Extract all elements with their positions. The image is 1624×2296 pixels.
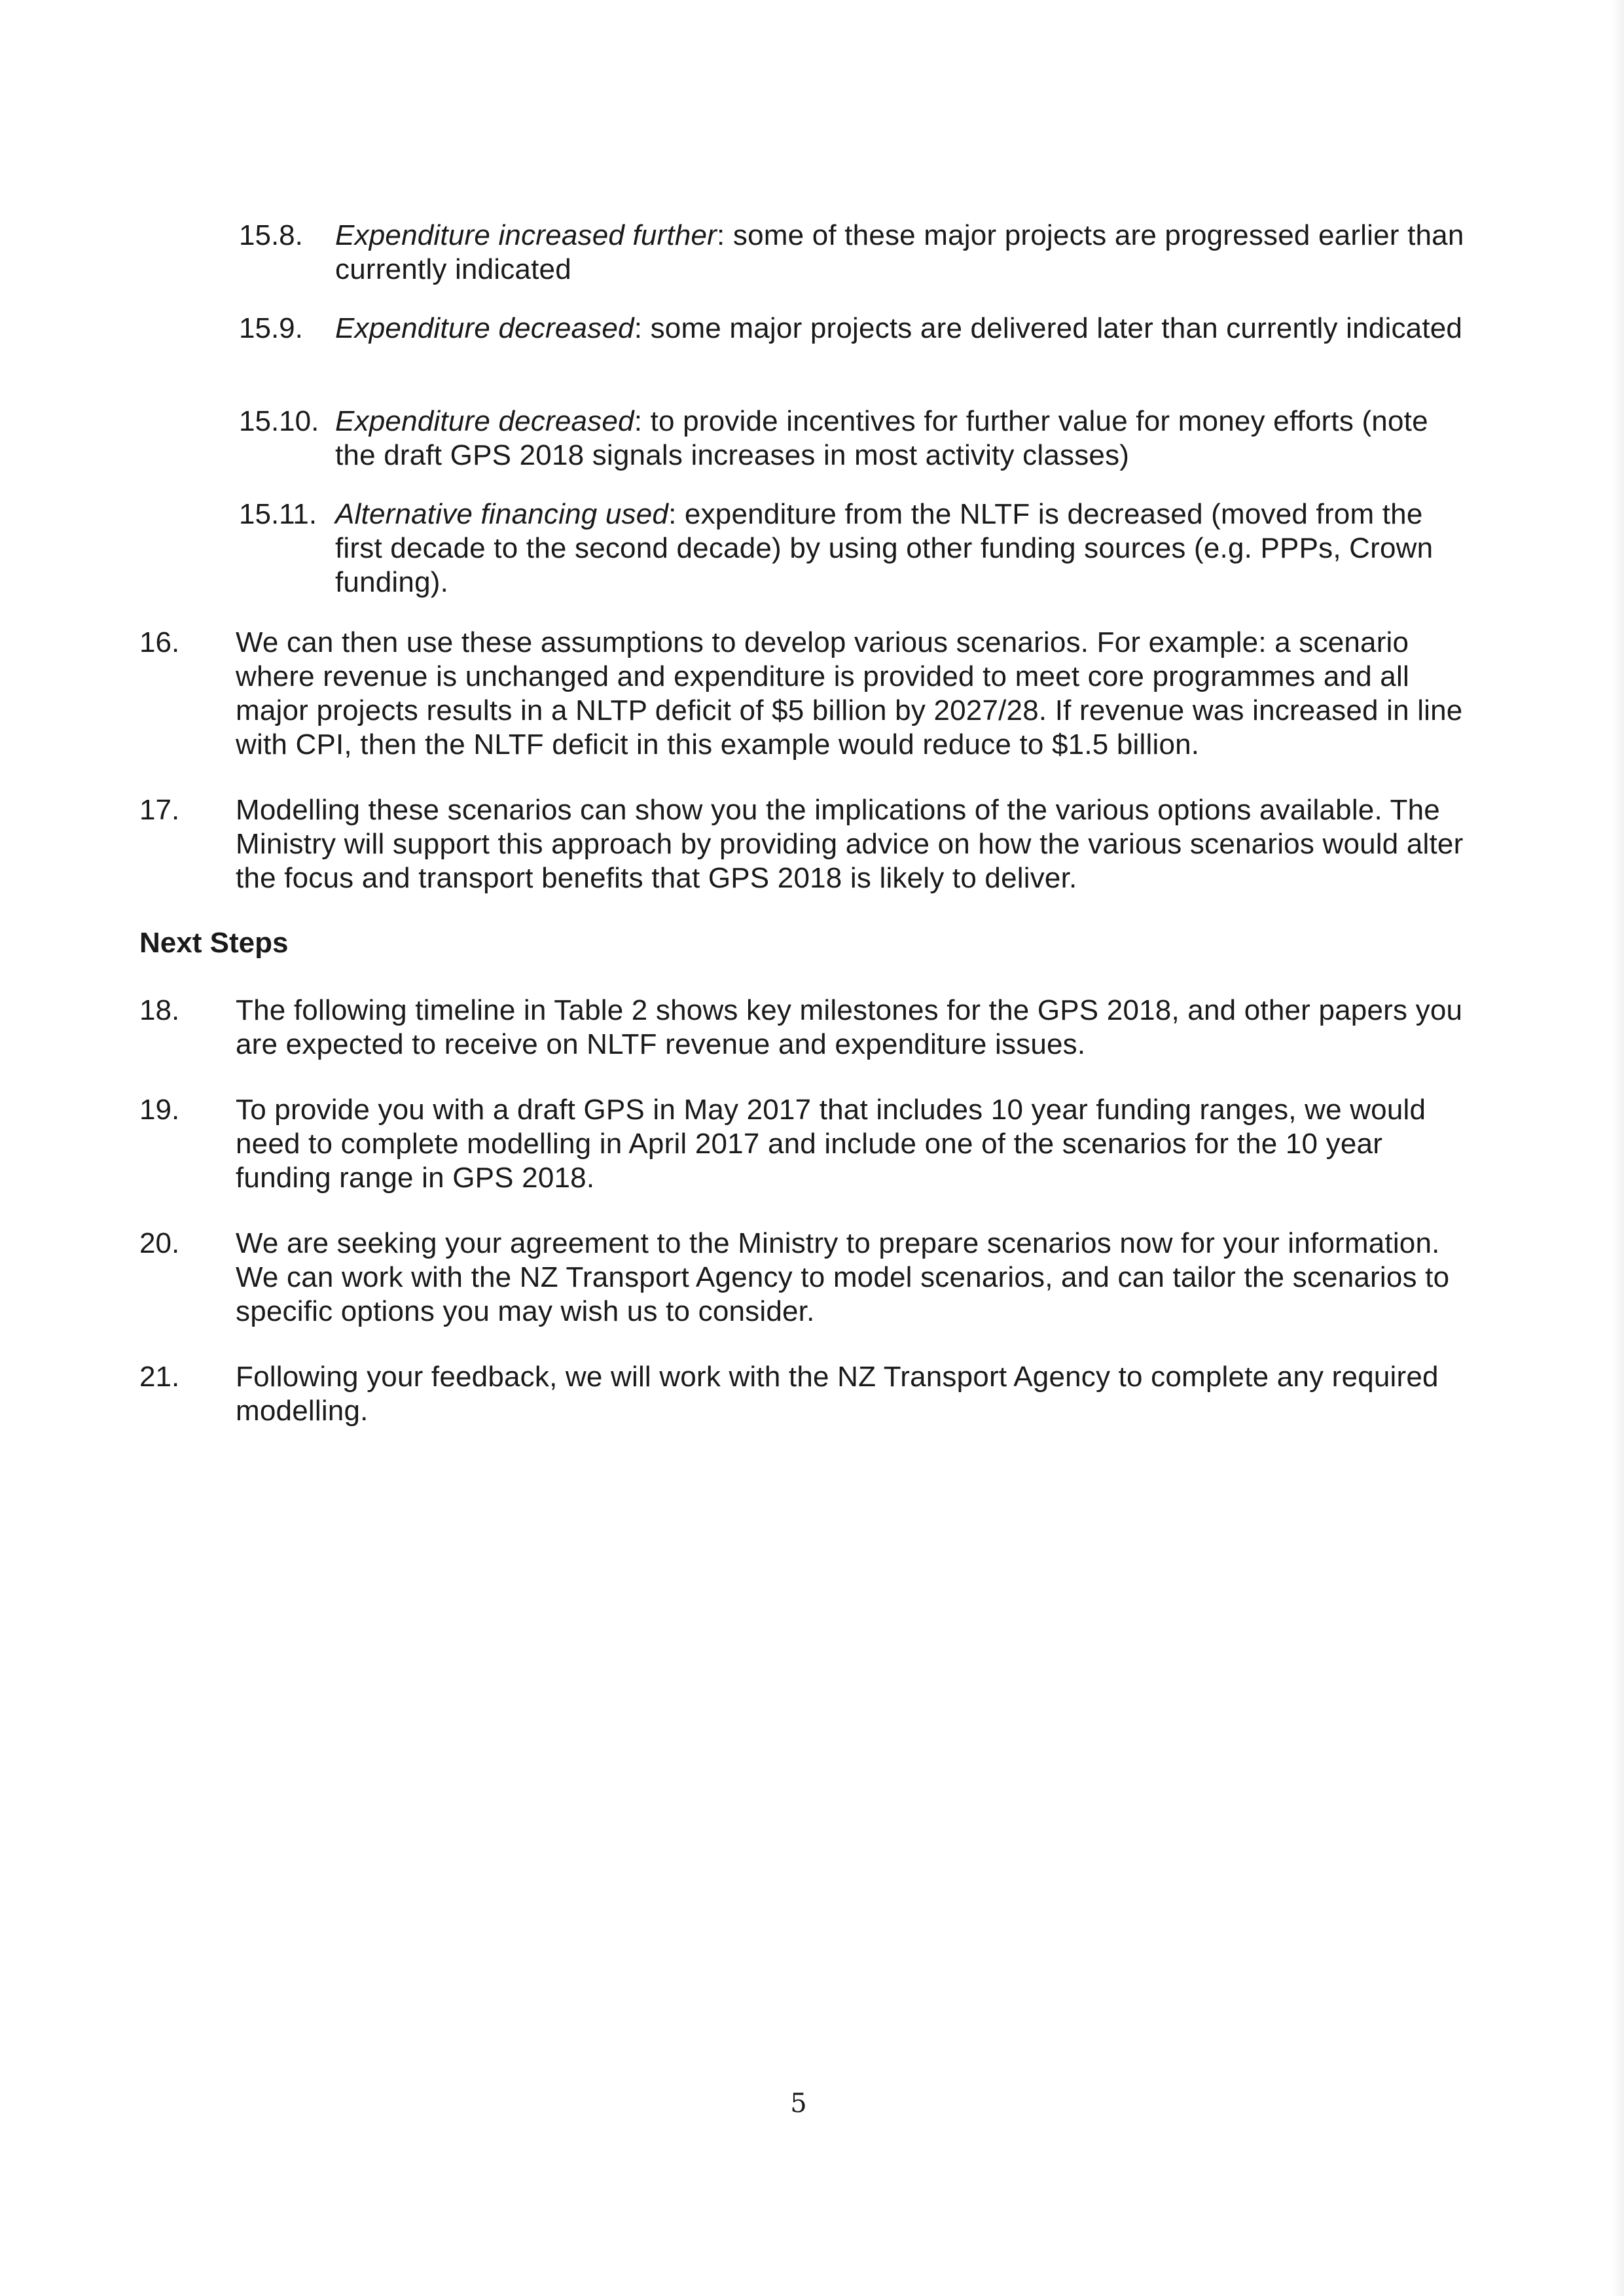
paragraph-number: 20.	[139, 1227, 180, 1259]
sub-item-label: Expenditure decreased	[335, 405, 634, 437]
sub-item-body: : some major projects are delivered later than currently indicated	[634, 312, 1463, 344]
sub-item-text	[335, 312, 1474, 346]
sub-item-number: 15.10.	[239, 405, 319, 437]
paragraph-number: 17.	[139, 794, 180, 826]
paragraph-number: 19.	[139, 1094, 180, 1126]
sub-item-label: Expenditure increased further	[335, 219, 717, 251]
sub-item-label: Expenditure decreased	[335, 312, 634, 344]
paragraph-number: 21.	[139, 1361, 180, 1393]
paragraph-text: We are seeking your agreement to the Ministry to prepare scenarios now for your information. We can work with the NZ Transport Agency to model scenarios, and can tailor the scenarios to specific options you may wish us to consider.	[236, 1227, 1450, 1327]
paragraph-text: Following your feedback, we will work with the NZ Transport Agency to complete any required modelling.	[236, 1361, 1439, 1427]
sub-item-text	[335, 497, 1474, 600]
section-heading: Next Steps	[139, 927, 289, 959]
sub-item-label: Alternative financing used	[335, 498, 669, 530]
scan-edge-shadow	[1612, 0, 1624, 2296]
sub-item-number: 15.11.	[239, 498, 317, 530]
sub-item-text	[335, 404, 1474, 473]
sub-item-number: 15.9.	[239, 312, 303, 344]
paragraph-text: To provide you with a draft GPS in May 2017 that includes 10 year funding ranges, we would need to complete modelling in April 2017 and include one of the scenarios for the 10 year funding range in GPS 2018.	[236, 1094, 1426, 1194]
sub-item-body: : some of these major projects are progressed earlier than currently indicated	[335, 219, 1464, 285]
paragraph-text: The following timeline in Table 2 shows key milestones for the GPS 2018, and other papers you are expected to receive on NLTF revenue and expenditure issues.	[236, 994, 1463, 1060]
sub-item-text	[335, 219, 1474, 287]
paragraph-number: 16.	[139, 626, 180, 658]
paragraph-text: We can then use these assumptions to develop various scenarios. For example: a scenario where revenue is unchanged and expenditure is provided to meet core programmes and all major projects results in a NLTP deficit of $5 billion by 2027/28. If revenue was increased in line with CPI, then the NLTF deficit in this example would reduce to $1.5 billion.	[236, 626, 1463, 761]
page-number: 5	[790, 2089, 807, 2119]
paragraph-text: Modelling these scenarios can show you the implications of the various options available. The Ministry will support this approach by providing advice on how the various scenarios would alter the focus and transport benefits that GPS 2018 is likely to deliver.	[236, 794, 1464, 894]
sub-item-body: : expenditure from the NLTF is decreased (moved from the first decade to the second decade) by using other funding sources (e.g. PPPs, Crown funding).	[335, 498, 1434, 598]
sub-item-number: 15.8.	[239, 219, 303, 251]
sub-item-body: : to provide incentives for further value for money efforts (note the draft GPS 2018 signals increases in most activity classes)	[335, 405, 1428, 471]
paragraph-number: 18.	[139, 994, 180, 1026]
